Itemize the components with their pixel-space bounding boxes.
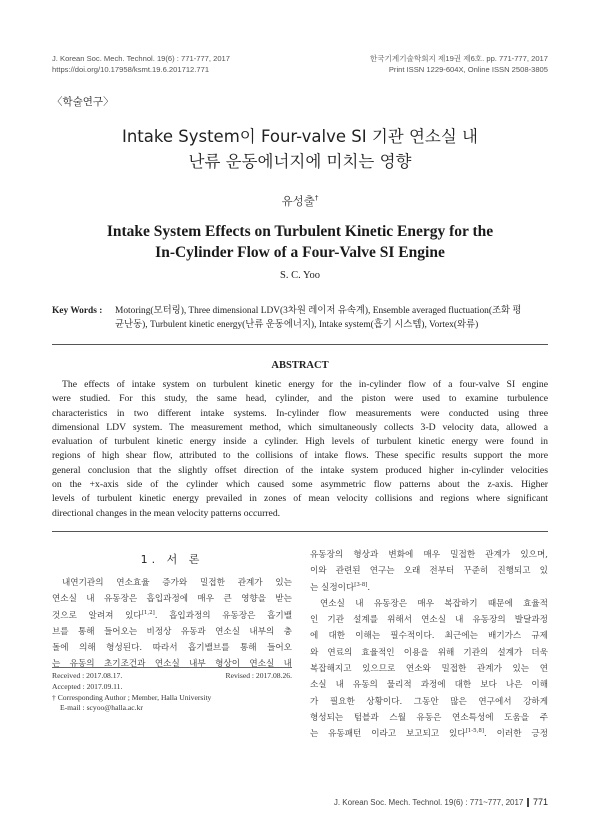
accepted-date: Accepted : 2017.09.11. [52, 681, 123, 691]
body-line-text: . 흡입과정의 유동장은 흡기밸 [154, 610, 292, 621]
citation-ref: [1-5,8] [465, 728, 485, 735]
author-korean [0, 193, 600, 209]
corresponding-author: † Corresponding Author ; Member, Halla University [52, 692, 212, 702]
body-line-text: 는 실정이다 [310, 582, 355, 593]
abstract-line: regions of high shear flow, attributed to the collisions of intake flows. These specific results support the more [52, 450, 548, 462]
body-line: 에 대한 이해는 필수적이다. 최근에는 배기가스 규제 [310, 631, 548, 642]
footer-citation: J. Korean Soc. Mech. Technol. 19(6) : 771~777, 2017 [333, 797, 524, 807]
abstract-line: levels of turbulent kinetic energy prevailed in zones of mean velocity collisions and regions where significant [52, 493, 548, 505]
body-line-text: 는 유동패턴 이라고 보고되고 있다 [310, 729, 466, 740]
citation-ref: [3-8] [354, 581, 368, 588]
body-line: 가 필요한 상황이다. 그동안 많은 연구에서 강하게 [310, 696, 548, 707]
body-line [52, 608, 292, 624]
abstract-line: The effects of intake system on turbulent kinetic energy for the in-cylinder flow of a four-valve SI engine [62, 379, 548, 390]
divider-bottom [52, 531, 548, 532]
abstract-line: directional changes in the mean velocity patterns occurred. [52, 507, 281, 519]
keywords-label: Key Words : [52, 306, 103, 316]
keywords-line1: Motoring(모터링), Three dimensional LDV(3차원 레이저 유속계), Ensemble averaged fluctuation(조화 평 [115, 306, 522, 316]
journal-header-left [52, 53, 230, 75]
page-number: 771 [532, 797, 548, 807]
body-line: 내연기관의 연소효율 증가와 밀접한 관계가 있는 [62, 578, 292, 588]
title-korean-line2: 난류 운동에너지에 미치는 영향 [188, 152, 412, 171]
received-date: Received : 2017.08.17. [52, 671, 123, 680]
abstract-line: evaluation of turbulent kinetic energy inside a cylinder. High levels of turbulent kinetic energy were found in [52, 436, 548, 448]
body-line: 브를 통해 들어오는 비정상 유동과 연소실 내부의 충 [52, 626, 292, 637]
body-column-left [52, 575, 292, 673]
page-footer [334, 797, 548, 807]
body-line: 소실 내 유동의 물리적 과정에 대한 보다 나은 이해 [310, 680, 548, 691]
keywords-line2: 균난동), Turbulent kinetic energy(난류 운동에너지), Intake system(흡기 시스템), Vortex(와류) [115, 320, 479, 330]
body-column-right [310, 547, 548, 743]
body-line: 인 기관 설계를 위해서 연소실 내 유동장의 발달과정 [310, 615, 548, 626]
body-line: 복잡해지고 있으므로 연소와 밀접한 관계가 있는 연 [310, 664, 548, 675]
body-line: 돌에 의해 형성된다. 따라서 흡기밸브를 통해 들어오 [52, 643, 292, 654]
abstract-line: on the +x-axis side of the cylinder which caused some asymmetric flow patterns about the z-axis. Higher [52, 479, 548, 491]
body-line: 는 유동의 초기조건과 연소실 내부 형상이 연소실 내 [52, 659, 292, 670]
body-line: 연소실 내 유동장은 흡입과정에 매우 큰 영향을 받는 [52, 594, 292, 605]
divider-top [52, 344, 548, 345]
body-line: 형성되는 텀블과 스월 유동은 연소특성에 도움을 주 [310, 712, 548, 723]
footer-separator [527, 798, 529, 807]
journal-citation: J. Korean Soc. Mech. Technol. 19(6) : 771-777, 2017 [52, 54, 230, 63]
body-line-text: . 이러한 긍정 [484, 729, 548, 740]
abstract-heading: ABSTRACT [271, 360, 329, 371]
abstract-body [52, 378, 548, 521]
citation-ref: [1,2] [141, 609, 155, 616]
body-line: 이와 관련된 연구는 오래 전부터 꾸준히 진행되고 있 [310, 566, 548, 577]
body-line [310, 726, 548, 742]
doi-link[interactable]: https://doi.org/10.17958/ksmt.19.6.201712.771 [52, 65, 210, 74]
author-english: S. C. Yoo [280, 270, 320, 281]
title-korean-line1: Intake System이 Four-valve SI 기관 연소실 내 [121, 127, 478, 146]
revised-date: Revised : 2017.08.26. [225, 671, 292, 680]
author-name-kr: 유성출 [281, 194, 315, 208]
title-english-line2: In-Cylinder Flow of a Four-Valve SI Engine [155, 244, 445, 261]
body-line-text: . [367, 582, 371, 593]
author-email[interactable]: E-mail : scyoo@halla.ac.kr [60, 703, 143, 713]
footnotes [52, 671, 292, 714]
body-line: 유동장의 형상과 변화에 매우 밀접한 관계가 있으며, [310, 550, 548, 560]
footnote-divider [52, 667, 292, 668]
title-english-line1: Intake System Effects on Turbulent Kinetic Energy for the [106, 223, 494, 240]
section-heading-introduction: 1. 서 론 [140, 553, 204, 566]
abstract-line: were studied. For this study, the same head, cylinder, and the piston were used to examine turbulence [52, 393, 548, 405]
journal-header-right [370, 53, 548, 75]
article-category: 〈학술연구〉 [52, 96, 114, 108]
body-line-text: 것으로 알려져 있다 [52, 610, 142, 621]
body-line: 연소실 내 유동장은 매우 복잡하기 때문에 효율적 [320, 598, 548, 609]
corresponding-mark: † [314, 194, 319, 203]
journal-citation-kr: 한국기계기술학회지 제19권 제6호. pp. 771-777, 2017 [369, 54, 548, 63]
body-line: 와 연료의 효율적인 이용을 위해 기관의 설계가 더욱 [310, 647, 548, 658]
keywords-block [52, 304, 548, 332]
abstract-line: general conclusion that the slightly offset direction of the intake system produced higher in-cylinder velocities [52, 464, 548, 476]
body-line [310, 580, 548, 596]
abstract-line: dimensional LDV system. The measurement method, which simultaneously collects 3-D velocity data, allowed a [52, 421, 548, 433]
abstract-line: characteristics in two different intake systems. In-cylinder flow measurements were conducted using three [52, 407, 548, 419]
issn-info: Print ISSN 1229-604X, Online ISSN 2508-3805 [388, 65, 548, 74]
